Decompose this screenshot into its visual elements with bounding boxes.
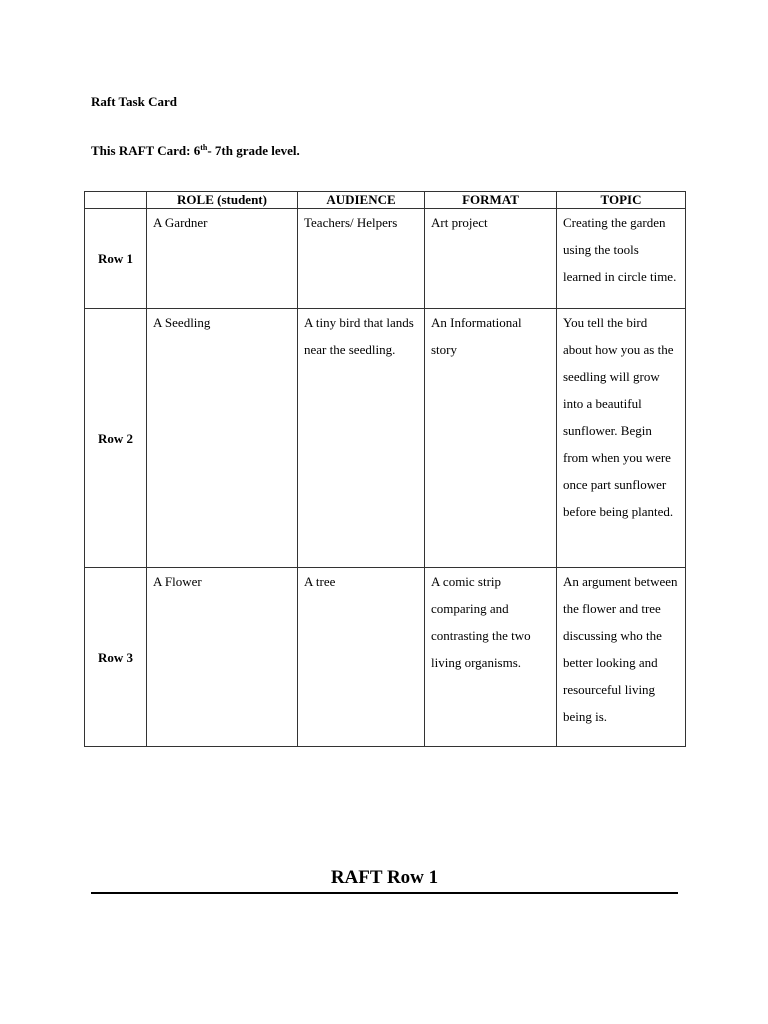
grade-level-line	[91, 143, 300, 159]
format-cell: A comic strip comparing and contrasting the two living organisms.	[425, 568, 557, 747]
header-corner	[85, 192, 147, 209]
table-row	[85, 209, 686, 309]
format-cell: An Informational story	[425, 309, 557, 568]
grade-prefix: This RAFT Card: 6	[91, 143, 201, 158]
topic-cell: You tell the bird about how you as the seedling will grow into a beautiful sunflower. Begin from when you were once part sunflower before being planted.	[557, 309, 686, 568]
heading-divider	[91, 892, 678, 894]
document-title: Raft Task Card	[91, 94, 177, 109]
audience-cell: A tree	[298, 568, 425, 747]
table-row	[85, 309, 686, 568]
header-audience: AUDIENCE	[298, 192, 425, 209]
table-row	[85, 568, 686, 747]
role-cell: A Flower	[147, 568, 298, 747]
audience-cell: A tiny bird that lands near the seedling.	[298, 309, 425, 568]
grade-suffix: - 7th grade level.	[207, 143, 300, 158]
header-topic: TOPIC	[557, 192, 686, 209]
raft-table	[84, 191, 686, 747]
header-role: ROLE (student)	[147, 192, 298, 209]
header-format: FORMAT	[425, 192, 557, 209]
section-heading: RAFT Row 1	[330, 867, 439, 888]
topic-cell: Creating the garden using the tools learned in circle time.	[557, 209, 686, 309]
audience-cell: Teachers/ Helpers	[298, 209, 425, 309]
grade-superscript: th	[200, 143, 208, 152]
topic-cell: An argument between the flower and tree discussing who the better looking and resourceful living being is.	[557, 568, 686, 747]
role-cell: A Seedling	[147, 309, 298, 568]
role-cell: A Gardner	[147, 209, 298, 309]
header-row	[85, 192, 686, 209]
row-label: Row 2	[85, 309, 147, 568]
row-label: Row 3	[85, 568, 147, 747]
row-label: Row 1	[85, 209, 147, 309]
format-cell: Art project	[425, 209, 557, 309]
